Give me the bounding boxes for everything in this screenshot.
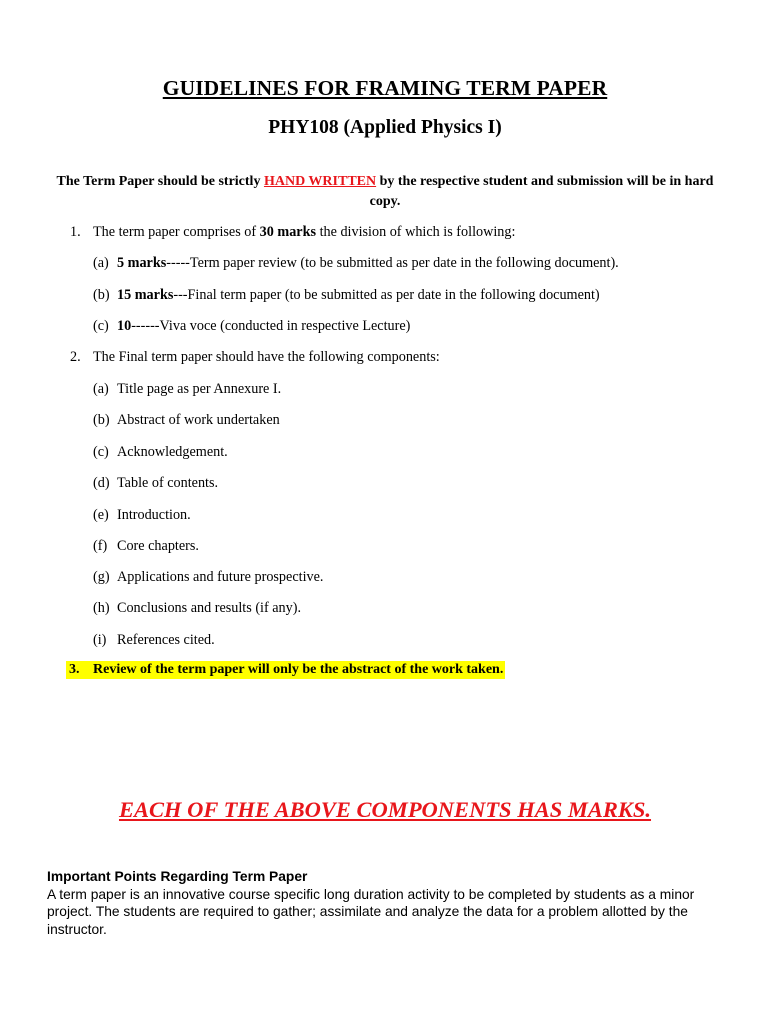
- list-number: 3.: [69, 662, 80, 677]
- list-text-bold: 30 marks: [259, 224, 317, 240]
- sub-text: ------Viva voce (conducted in respective Lecture): [131, 318, 411, 334]
- list-item-3: [66, 662, 505, 678]
- important-points-heading: Important Points Regarding Term Paper: [47, 869, 308, 884]
- sub-item-2g: [93, 569, 323, 586]
- sub-text: Applications and future prospective.: [117, 569, 324, 585]
- list-text-after: the division of which is following:: [316, 224, 516, 240]
- sub-label: (f): [93, 538, 108, 554]
- sub-text: Acknowledgement.: [117, 444, 228, 460]
- list-number: 1.: [70, 224, 81, 240]
- sub-item-2d: [93, 475, 218, 492]
- sub-text: Title page as per Annexure I.: [117, 381, 282, 397]
- intro-paragraph: [50, 172, 720, 212]
- sub-text: References cited.: [117, 632, 215, 648]
- sub-item-1c: [93, 318, 410, 335]
- sub-label: (c): [93, 318, 109, 334]
- sub-text: Core chapters.: [117, 538, 199, 554]
- sub-item-2f: [93, 538, 199, 555]
- sub-text: ---Final term paper (to be submitted as per date in the following document): [173, 287, 600, 303]
- sub-item-2a: [93, 381, 281, 398]
- list-text: Review of the term paper will only be the abstract of the work taken.: [93, 662, 504, 677]
- sub-item-2e: [93, 507, 191, 524]
- sub-label: (b): [93, 287, 110, 303]
- sub-label: (e): [93, 507, 109, 523]
- sub-bold: 15 marks: [117, 287, 174, 303]
- highlighted-text: [66, 661, 505, 679]
- intro-text-after: by the respective student and submission will be in hard copy.: [369, 174, 714, 209]
- sub-item-2h: [93, 600, 301, 617]
- course-title: PHY108 (Applied Physics I): [268, 117, 502, 138]
- document-title: GUIDELINES FOR FRAMING TERM PAPER: [162, 76, 608, 100]
- sub-text: Conclusions and results (if any).: [117, 600, 302, 616]
- sub-label: (c): [93, 444, 109, 460]
- sub-label: (b): [93, 412, 110, 428]
- components-marks-banner: EACH OF THE ABOVE COMPONENTS HAS MARKS.: [118, 797, 652, 822]
- sub-label: (i): [93, 632, 107, 648]
- sub-item-1b: [93, 287, 600, 304]
- sub-text: Introduction.: [117, 507, 191, 523]
- sub-text: -----Term paper review (to be submitted as per date in the following document).: [166, 255, 619, 271]
- list-item-1: [70, 224, 515, 241]
- hand-written-emphasis: HAND WRITTEN: [263, 174, 377, 189]
- list-text-before: The term paper comprises of: [93, 224, 260, 240]
- important-points-body: A term paper is an innovative course specific long duration activity to be completed by students as a minor project. The students are required to gather; assimilate and analyze the data for a problem allotted by the instructor.: [47, 887, 695, 937]
- sub-bold: 5 marks: [117, 255, 167, 271]
- sub-label: (d): [93, 475, 110, 491]
- sub-label: (h): [93, 600, 110, 616]
- sub-item-2c: [93, 444, 228, 461]
- sub-text: Abstract of work undertaken: [117, 412, 280, 428]
- intro-text-before: The Term Paper should be strictly: [56, 174, 264, 189]
- list-item-2: [70, 349, 440, 366]
- list-text: The Final term paper should have the following components:: [93, 349, 440, 365]
- sub-label: (a): [93, 255, 109, 271]
- sub-bold: 10: [117, 318, 132, 334]
- sub-item-2i: [93, 632, 215, 649]
- sub-label: (g): [93, 569, 110, 585]
- sub-text: Table of contents.: [117, 475, 219, 491]
- sub-item-2b: [93, 412, 280, 429]
- sub-item-1a: [93, 255, 619, 272]
- list-number: 2.: [70, 349, 81, 365]
- sub-label: (a): [93, 381, 109, 397]
